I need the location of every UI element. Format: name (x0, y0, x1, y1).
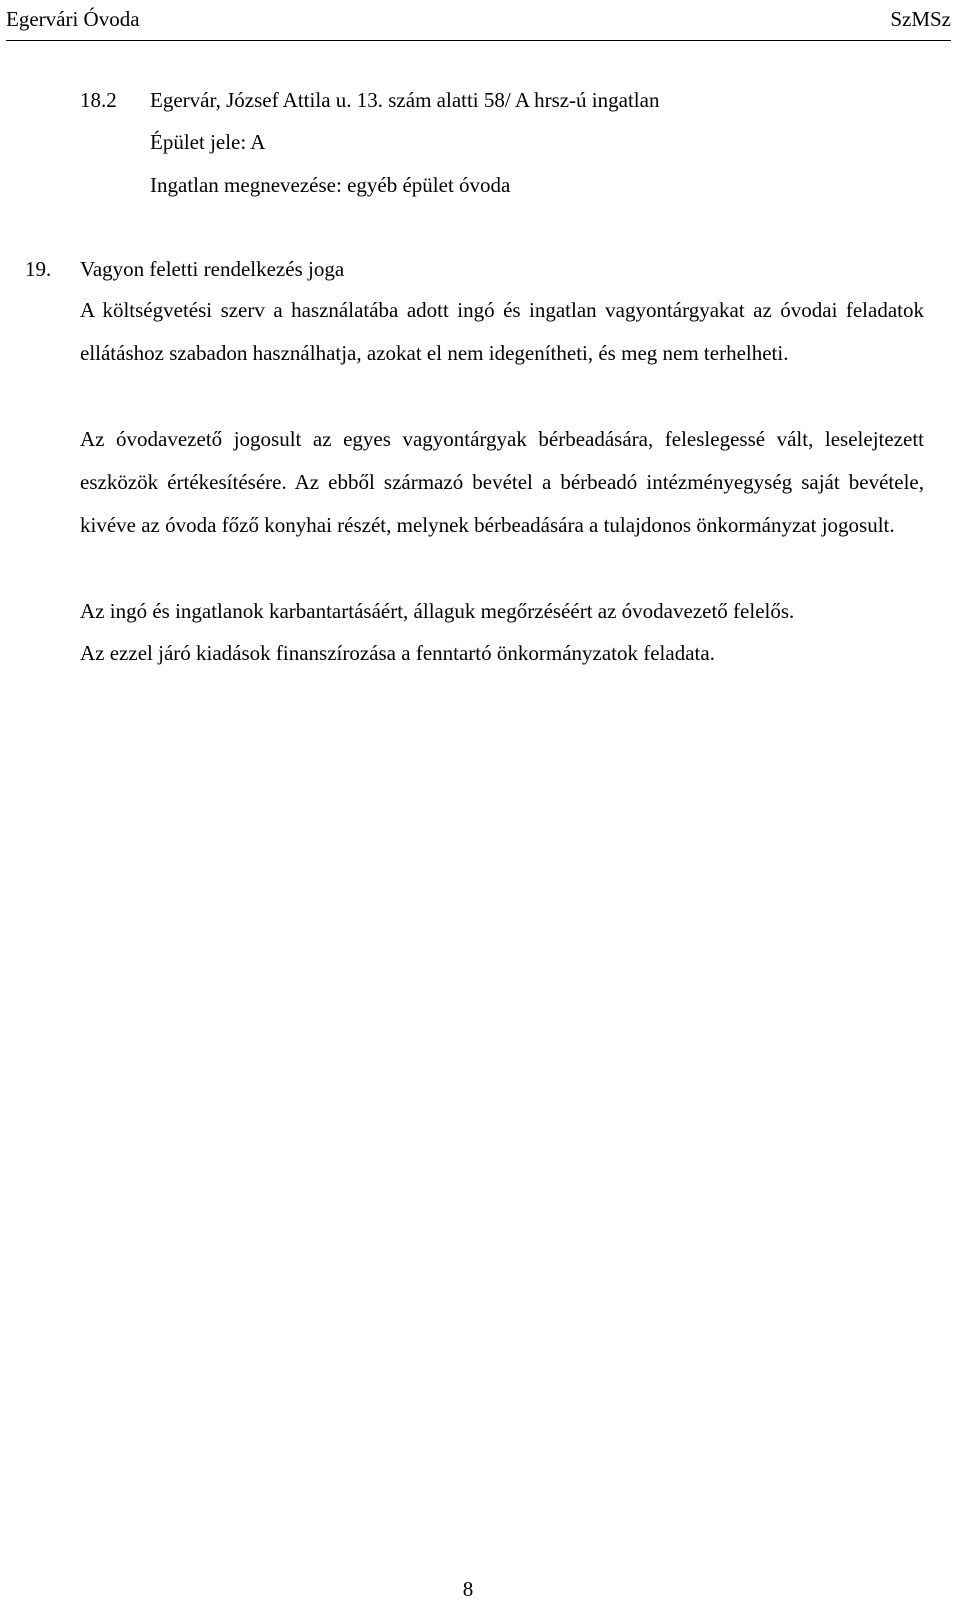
property-name: Ingatlan megnevezése: egyéb épület óvoda (150, 173, 511, 197)
section-title: Vagyon feletti rendelkezés joga (80, 257, 345, 281)
paragraph-asset-usage: A költségvetési szerv a használatába adott ingó és ingatlan vagyontárgyakat az óvodai feladatok ellátáshoz szabadon használhatja, azokat el nem idegenítheti, és meg nem terhelheti. (80, 298, 924, 365)
header-institution-name: Egervári Óvoda (6, 7, 140, 31)
paragraph-leasing-rights: Az óvodavezető jogosult az egyes vagyontárgyak bérbeadására, feleslegessé vált, leselejtezett eszközök értékesítésére. Az ebből származó bevétel a bérbeadó intézményegység saját bevétele, kivéve az óvoda főző konyhai részét, melynek bérbeadására a tulajdonos önkormányzat jogosult. (80, 427, 924, 537)
page-number: 8 (462, 1577, 474, 1601)
header-divider (6, 40, 951, 41)
header-document-code: SzMSz (890, 7, 951, 31)
paragraph-costs-financing: Az ezzel járó kiadások finanszírozása a fenntartó önkormányzatok feladata. (80, 641, 715, 665)
item-number-18-2: 18.2 (80, 88, 117, 112)
property-address: Egervár, József Attila u. 13. szám alatti 58/ A hrsz-ú ingatlan (150, 88, 660, 112)
page-header (6, 4, 951, 34)
paragraph-maintenance-responsibility: Az ingó és ingatlanok karbantartásáért, állaguk megőrzéséért az óvodavezető felelős. (80, 599, 795, 623)
section-number-19: 19. (25, 257, 52, 281)
building-label: Épület jele: A (150, 130, 266, 154)
